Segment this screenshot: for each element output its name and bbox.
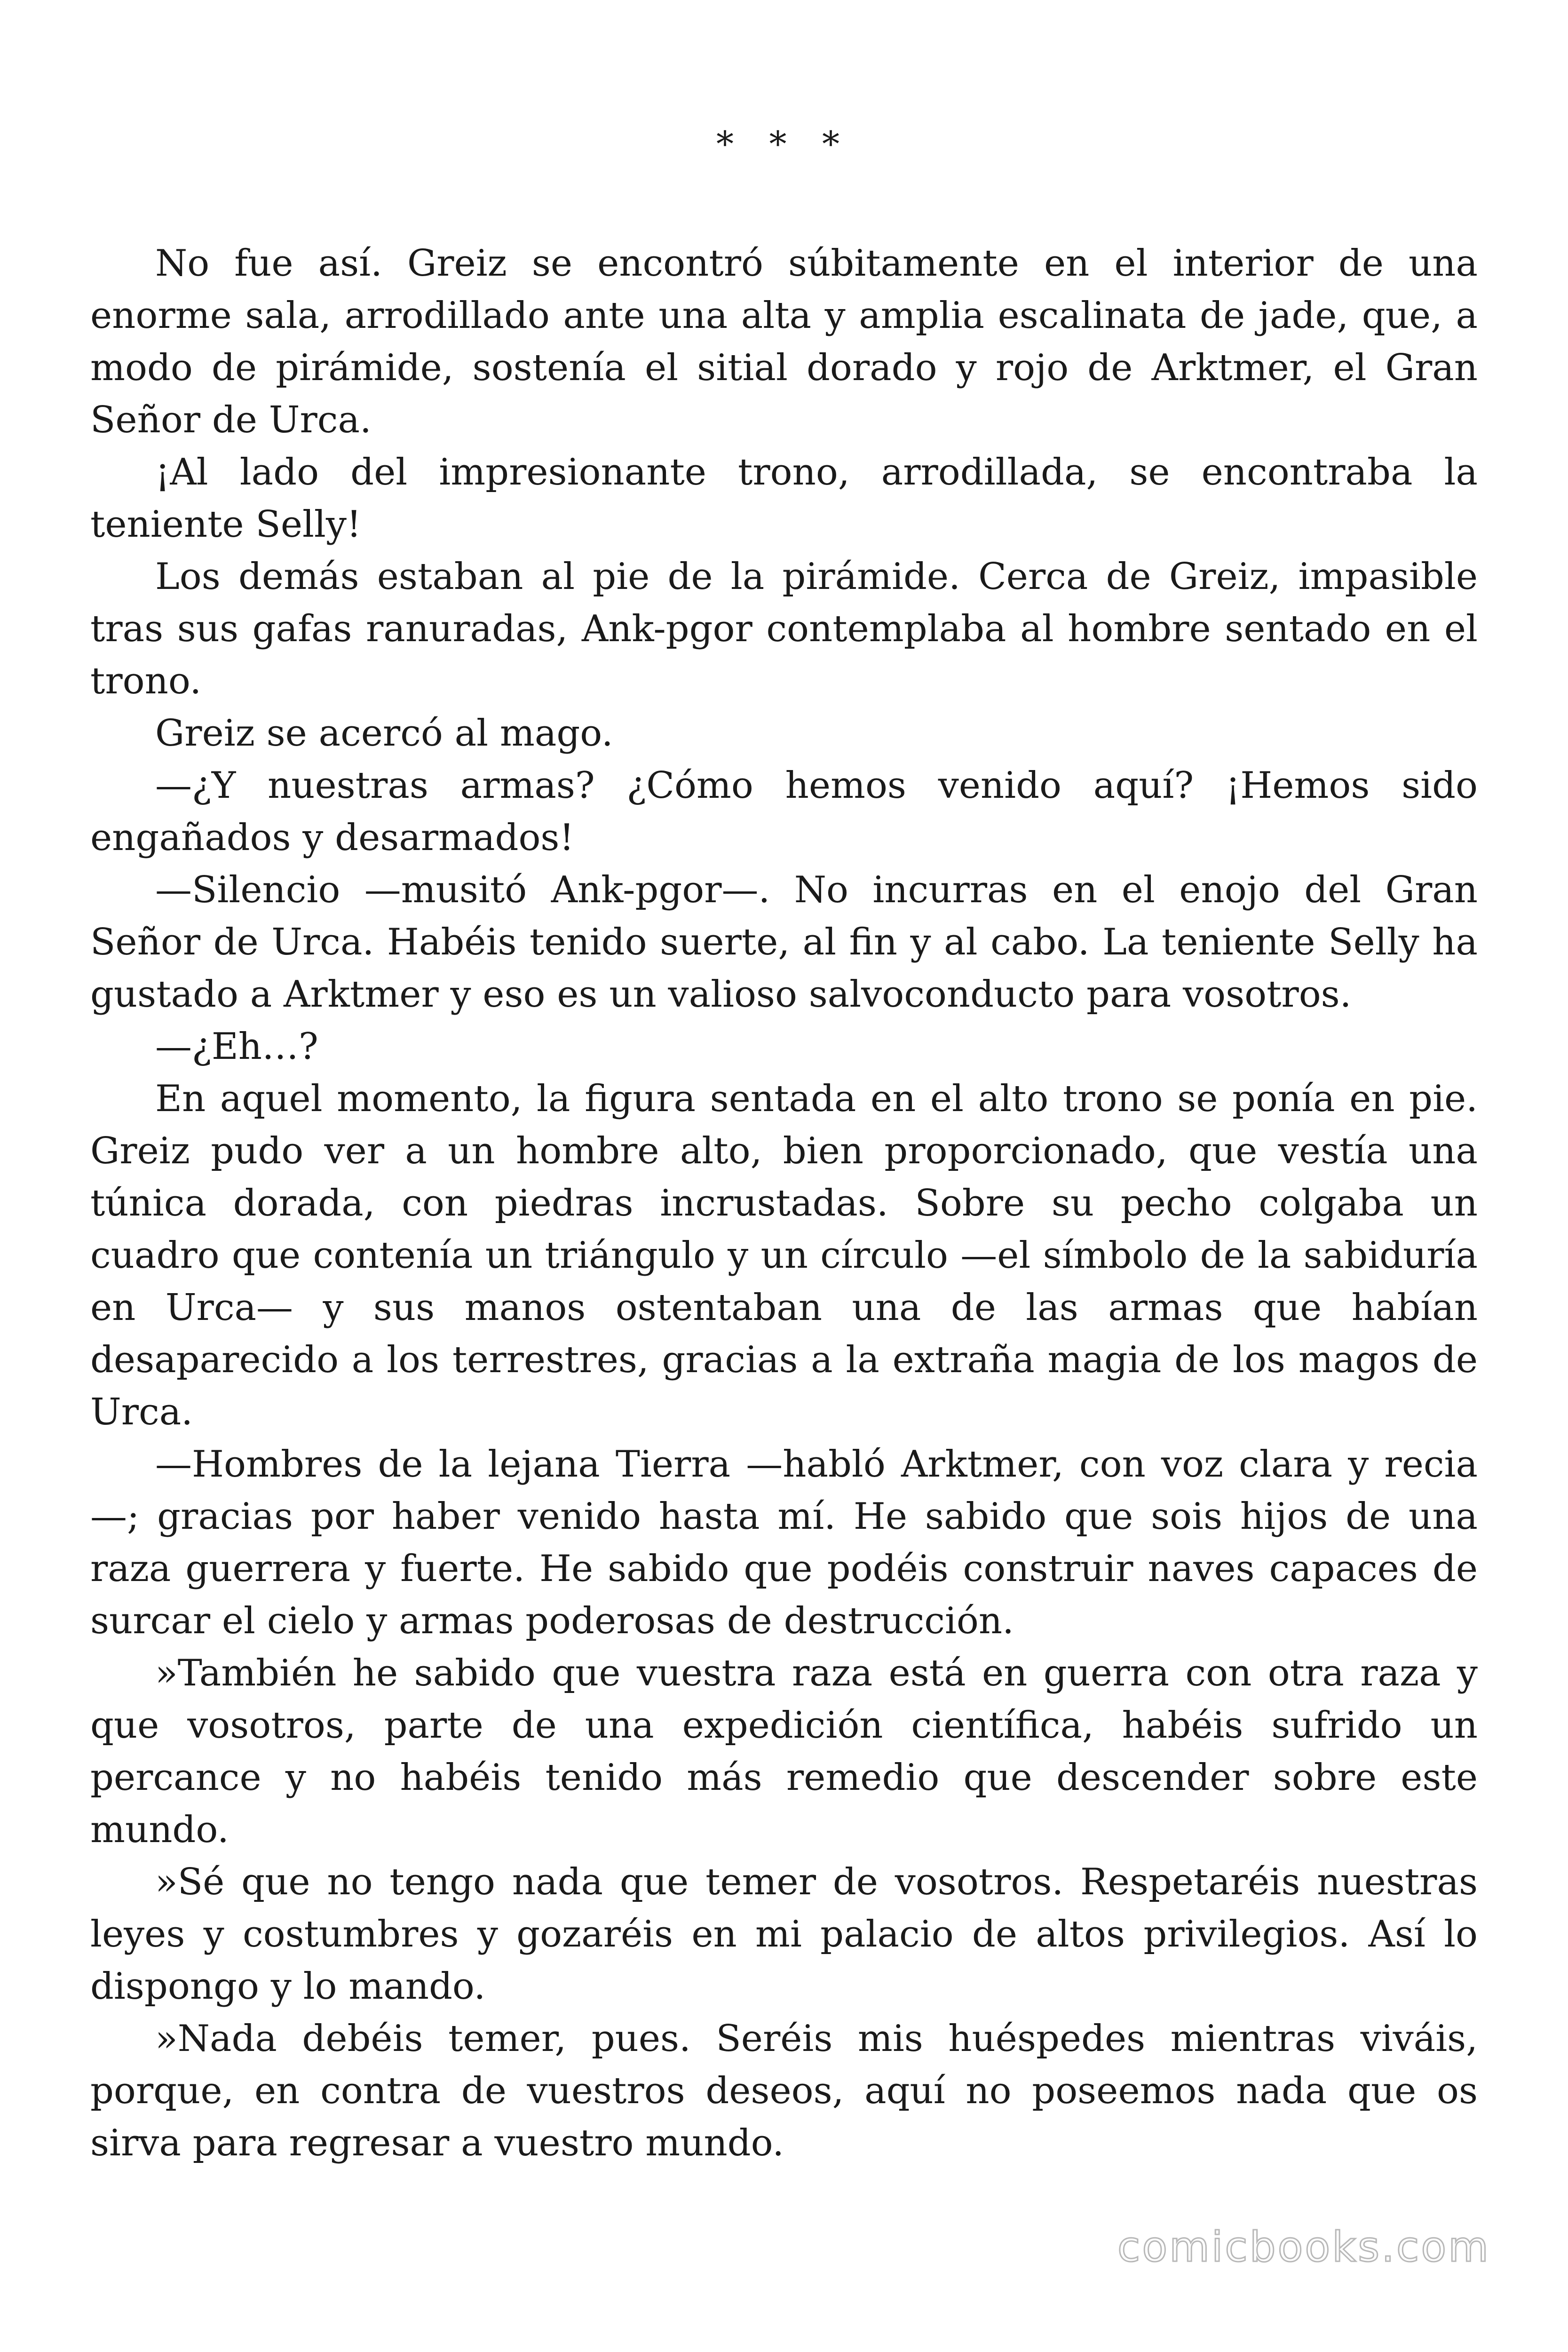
paragraph: —Hombres de la lejana Tierra —habló Arktmer, con voz clara y recia—; gracias por haber venido hasta mí. He sabido que sois hijos de una raza guerrera y fuerte. He sabido que podéis construir naves capaces de surcar el cielo y armas poderosas de destrucción. <box>90 1443 1478 1642</box>
section-break: * * * <box>716 124 852 165</box>
paragraph: —Silencio —musitó Ank-pgor—. No incurras en el enojo del Gran Señor de Urca. Habéis tenido suerte, al fin y al cabo. La teniente Selly ha gustado a Arktmer y eso es un valioso salvoconducto para vosotros. <box>90 869 1478 1016</box>
body-text <box>90 238 1478 2169</box>
paragraph: »Nada debéis temer, pues. Seréis mis huéspedes mientras viváis, porque, en contra de vuestros deseos, aquí no poseemos nada que os sirva para regresar a vuestro mundo. <box>90 2018 1478 2164</box>
watermark: comicbooks.com <box>1117 2223 1490 2271</box>
paragraph: »También he sabido que vuestra raza está en guerra con otra raza y que vosotros, parte de una expedición científica, habéis sufrido un percance y no habéis tenido más remedio que descender sobre este mundo. <box>90 1652 1478 1851</box>
paragraph: En aquel momento, la figura sentada en el alto trono se ponía en pie. Greiz pudo ver a un hombre alto, bien proporcionado, que vestía una túnica dorada, con piedras incrustadas. Sobre su pecho colgaba un cuadro que contenía un triángulo y un círculo —el símbolo de la sabiduría en Urca— y sus manos ostentaban una de las armas que habían desaparecido a los terrestres, gracias a la extraña magia de los magos de Urca. <box>90 1078 1478 1433</box>
paragraph: Greiz se acercó al mago. <box>155 712 613 755</box>
paragraph: —¿Eh…? <box>155 1025 318 1068</box>
paragraph: Los demás estaban al pie de la pirámide. Cerca de Greiz, impasible tras sus gafas ranuradas, Ank-pgor contemplaba al hombre sentado en el trono. <box>90 556 1478 702</box>
paragraph: —¿Y nuestras armas? ¿Cómo hemos venido aquí? ¡Hemos sido engañados y desarmados! <box>90 764 1478 859</box>
paragraph: No fue así. Greiz se encontró súbitamente en el interior de una enorme sala, arrodillado ante una alta y amplia escalinata de jade, que, a modo de pirámide, sostenía el sitial dorado y rojo de Arktmer, el Gran Señor de Urca. <box>90 242 1478 441</box>
paragraph: »Sé que no tengo nada que temer de vosotros. Respetaréis nuestras leyes y costumbres y gozaréis en mi palacio de altos privilegios. Así lo dispongo y lo mando. <box>90 1861 1478 2008</box>
paragraph: ¡Al lado del impresionante trono, arrodillada, se encontraba la teniente Selly! <box>90 451 1478 546</box>
